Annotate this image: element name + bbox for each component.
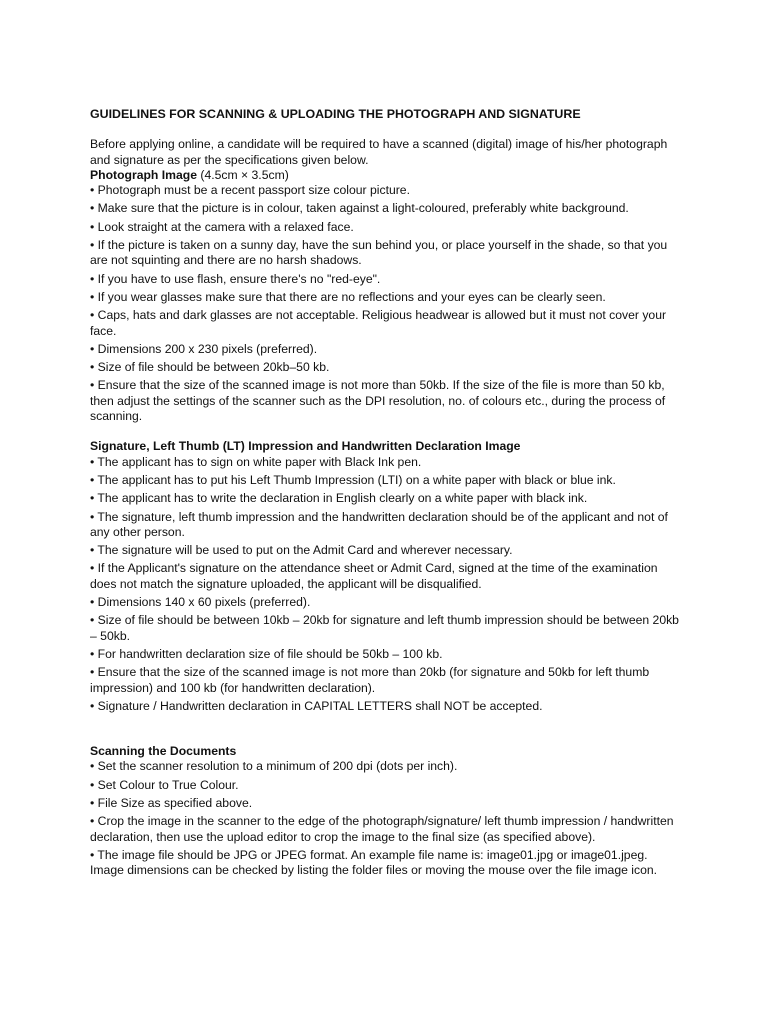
list-item: • Set Colour to True Colour. [90,777,239,792]
photo-heading-text: Photograph Image [90,167,197,182]
intro-paragraph: Before applying online, a candidate will be required to have a scanned (digital) image of his/her photograph and signature as per the specifications given below. [90,137,668,167]
list-item: • The applicant has to sign on white paper with Black Ink pen. [90,454,422,469]
document-page [90,107,680,881]
list-item: • The signature will be used to put on the Admit Card and wherever necessary. [90,543,513,558]
document-title: GUIDELINES FOR SCANNING & UPLOADING THE PHOTOGRAPH AND SIGNATURE [90,107,581,121]
list-item: • File Size as specified above. [90,795,253,810]
list-item: • Crop the image in the scanner to the edge of the photograph/signature/ left thumb impression / handwritten declaration, then use the upload editor to crop the image to the final size (as specified above). [90,814,674,844]
list-item: • Ensure that the size of the scanned image is not more than 50kb. If the size of the file is more than 50 kb, then adjust the settings of the scanner such as the DPI resolution, no. of colours etc., during the process of scanning. [90,378,666,424]
list-item: • Look straight at the camera with a relaxed face. [90,219,354,234]
list-item: • If you wear glasses make sure that there are no reflections and your eyes can be clearly seen. [90,289,606,304]
list-item: • Photograph must be a recent passport size colour picture. [90,183,410,198]
photo-heading-note: (4.5cm × 3.5cm) [200,167,289,182]
photo-guideline-list [90,183,680,424]
list-item: • Size of file should be between 10kb – 20kb for signature and left thumb impression should be between 20kb – 50kb. [90,613,679,643]
list-item: • The signature, left thumb impression and the handwritten declaration should be of the applicant and not of any other person. [90,509,668,539]
list-item: • Dimensions 140 x 60 pixels (preferred). [90,595,311,610]
list-item: • The applicant has to write the declaration in English clearly on a white paper with black ink. [90,491,588,506]
scanning-guideline-list [90,759,680,878]
list-item: • Dimensions 200 x 230 pixels (preferred). [90,341,318,356]
list-item: • The applicant has to put his Left Thumb Impression (LTI) on a white paper with black or blue ink. [90,472,616,487]
list-item: • Make sure that the picture is in colour, taken against a light-coloured, preferably white background. [90,201,629,216]
list-item: • The image file should be JPG or JPEG format. An example file name is: image01.jpg or image01.jpeg. Image dimensions can be checked by listing the folder files or moving the mouse over the file image icon. [90,847,658,878]
list-item: • Signature / Handwritten declaration in CAPITAL LETTERS shall NOT be accepted. [90,698,543,713]
list-item: • If the Applicant's signature on the attendance sheet or Admit Card, signed at the time of the examination does not match the signature uploaded, the applicant will be disqualified. [90,561,658,591]
scanning-section-heading: Scanning the Documents [90,744,237,759]
signature-guideline-list [90,455,680,714]
list-item: • If you have to use flash, ensure there's no "red-eye". [90,271,381,286]
list-item: • Set the scanner resolution to a minimum of 200 dpi (dots per inch). [90,759,458,774]
photo-section-heading [90,168,680,183]
signature-section-heading: Signature, Left Thumb (LT) Impression and Handwritten Declaration Image [90,439,521,454]
list-item: • Size of file should be between 20kb–50 kb. [90,360,330,375]
list-item: • Ensure that the size of the scanned image is not more than 20kb (for signature and 50kb for left thumb impression) and 100 kb (for handwritten declaration). [90,665,650,695]
list-item: • For handwritten declaration size of file should be 50kb – 100 kb. [90,646,443,661]
list-item: • If the picture is taken on a sunny day, have the sun behind you, or place yourself in the shade, so that you are not squinting and there are no harsh shadows. [90,238,668,268]
list-item: • Caps, hats and dark glasses are not acceptable. Religious headwear is allowed but it must not cover your face. [90,308,667,338]
